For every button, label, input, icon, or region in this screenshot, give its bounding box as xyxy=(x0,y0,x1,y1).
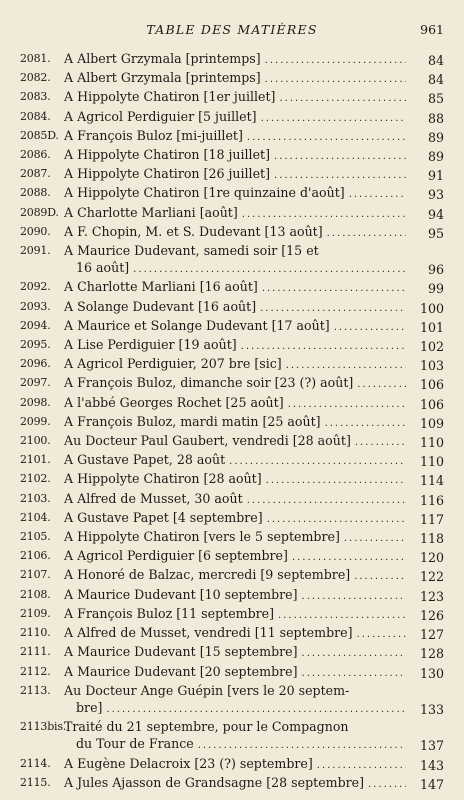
page-number: 961 xyxy=(420,22,444,37)
toc-entry xyxy=(20,528,444,547)
letter-number: 2098. xyxy=(20,395,51,409)
toc-entry xyxy=(20,355,444,374)
letter-title xyxy=(64,718,406,754)
letter-title-text: A François Buloz [11 septembre] xyxy=(64,605,275,621)
page-reference: 133 xyxy=(419,701,444,717)
letter-title-text: A Agricol Perdiguier, 207 bre [sic] xyxy=(64,356,282,372)
toc-entry xyxy=(20,755,444,774)
dot-leader xyxy=(261,52,406,69)
letter-number: 2110. xyxy=(20,626,51,640)
letter-title-text: A Albert Grzymala [printemps] xyxy=(64,70,261,86)
letter-title-continuation: bre] xyxy=(76,699,103,715)
letter-title-text: A Jules Ajasson de Grandsagne [28 septembre] xyxy=(64,774,365,790)
letter-title xyxy=(64,774,406,793)
toc-entry xyxy=(20,146,444,165)
page-reference: 143 xyxy=(419,757,444,773)
toc-entry xyxy=(20,278,444,297)
toc-entry xyxy=(20,394,444,413)
dot-leader xyxy=(298,665,406,682)
letter-title xyxy=(64,50,406,69)
letter-title xyxy=(64,470,406,489)
letter-title xyxy=(64,355,406,374)
letter-title-text: A Hippolyte Chatiron [1er juillet] xyxy=(64,89,276,105)
letter-number: 2109. xyxy=(20,606,51,620)
toc-entry xyxy=(20,298,444,317)
letter-title-text: A Solange Dudevant [16 août] xyxy=(64,298,257,314)
page-reference: 103 xyxy=(419,358,444,374)
letter-number: 2100. xyxy=(20,434,51,448)
letter-title xyxy=(64,184,406,203)
dot-leader xyxy=(256,300,406,317)
letter-title-text: A François Buloz, mardi matin [25 août] xyxy=(64,413,321,429)
page-reference: 91 xyxy=(427,168,444,184)
letter-title xyxy=(64,108,406,127)
letter-title xyxy=(64,88,406,107)
page-reference: 126 xyxy=(419,607,444,623)
letter-title-continuation: 16 août] xyxy=(76,260,130,276)
toc-entry xyxy=(20,470,444,489)
letter-number: 2101. xyxy=(20,453,51,467)
letter-number: 2104. xyxy=(20,510,51,524)
toc-entry xyxy=(20,682,444,718)
dot-leader xyxy=(298,645,406,662)
toc-entry xyxy=(20,432,444,451)
page-reference: 93 xyxy=(427,187,444,203)
letter-title-text: A F. Chopin, M. et S. Dudevant [13 août] xyxy=(64,223,323,239)
letter-title-text: A Gustave Papet, 28 août xyxy=(64,452,226,468)
toc-entry xyxy=(20,509,444,528)
letter-number: 2083. xyxy=(20,90,51,104)
letter-title xyxy=(64,566,406,585)
dot-leader xyxy=(275,90,406,107)
page-reference: 130 xyxy=(419,665,444,681)
letter-title xyxy=(64,165,406,184)
letter-title xyxy=(64,490,406,509)
dot-leader xyxy=(263,511,406,528)
dot-leader xyxy=(313,757,406,774)
page-reference: 117 xyxy=(419,511,444,527)
letter-title-text: Au Docteur Ange Guépin [vers le 20 septem- xyxy=(64,682,350,698)
toc-entry xyxy=(20,624,444,643)
toc-entry xyxy=(20,490,444,509)
letter-number: 2082. xyxy=(20,71,51,85)
letter-number: 2096. xyxy=(20,357,51,371)
letter-title xyxy=(64,298,406,317)
letter-title xyxy=(64,755,406,774)
page-reference: 99 xyxy=(427,281,444,297)
toc-entry xyxy=(20,184,444,203)
letter-number: 2115. xyxy=(20,775,51,789)
dot-leader xyxy=(340,530,406,547)
toc-entry xyxy=(20,547,444,566)
dot-leader xyxy=(270,167,406,184)
page-reference: 89 xyxy=(427,129,444,145)
letter-number: 2087. xyxy=(20,167,51,181)
page-reference: 123 xyxy=(419,588,444,604)
dot-leader xyxy=(258,280,406,297)
dot-leader xyxy=(129,261,406,278)
dot-leader xyxy=(274,607,406,624)
letter-title xyxy=(64,413,406,432)
letter-number: 2094. xyxy=(20,318,51,332)
letter-number: 2090. xyxy=(20,224,51,238)
letter-number: 2114. xyxy=(20,756,51,770)
dot-leader xyxy=(284,396,406,413)
page-reference: 106 xyxy=(419,396,444,412)
letter-title-text: Au Docteur Paul Gaubert, vendredi [28 août] xyxy=(64,433,351,449)
letter-number: 2111. xyxy=(20,645,51,659)
letter-title-text: A Hippolyte Chatiron [18 juillet] xyxy=(64,147,271,163)
toc-entry xyxy=(20,165,444,184)
letter-title-text: A Alfred de Musset, vendredi [11 septembre] xyxy=(64,625,353,641)
dot-leader xyxy=(288,549,406,566)
letter-title-text: A François Buloz [mi-juillet] xyxy=(64,127,243,143)
letter-title-text: A Hippolyte Chatiron [28 août] xyxy=(64,471,262,487)
letter-number: 2093. xyxy=(20,299,51,313)
letter-title xyxy=(64,663,406,682)
letter-title-text: A Maurice Dudevant [15 septembre] xyxy=(64,644,298,660)
dot-leader xyxy=(351,434,406,451)
page-reference: 84 xyxy=(427,72,444,88)
page-reference: 128 xyxy=(419,646,444,662)
letter-number: 2088. xyxy=(20,186,51,200)
page-reference: 116 xyxy=(419,492,444,508)
table-of-contents xyxy=(20,50,444,793)
toc-entry xyxy=(20,413,444,432)
dot-leader xyxy=(282,357,406,374)
letter-title xyxy=(64,528,406,547)
letter-title-text: A François Buloz, dimanche soir [23 (?) août] xyxy=(64,375,354,391)
dot-leader xyxy=(270,148,406,165)
letter-number: 2105. xyxy=(20,530,51,544)
letter-title-text: A Eugène Delacroix [23 (?) septembre] xyxy=(64,755,313,771)
letter-title xyxy=(64,69,406,88)
page-reference: 122 xyxy=(419,569,444,585)
running-head xyxy=(20,22,444,44)
letter-title xyxy=(64,394,406,413)
letter-number: 2091. xyxy=(20,244,51,258)
letter-title xyxy=(64,682,406,718)
dot-leader xyxy=(238,206,406,223)
letter-number: 2085D. xyxy=(20,128,59,142)
letter-number: 2107. xyxy=(20,568,51,582)
toc-entry xyxy=(20,718,444,754)
letter-title xyxy=(64,242,406,278)
toc-entry xyxy=(20,451,444,470)
toc-entry xyxy=(20,586,444,605)
page-reference: 118 xyxy=(419,531,444,547)
page-reference: 147 xyxy=(419,776,444,792)
letter-title xyxy=(64,451,406,470)
toc-entry xyxy=(20,566,444,585)
dot-leader xyxy=(237,338,406,355)
letter-number: 2097. xyxy=(20,376,51,390)
toc-entry xyxy=(20,242,444,278)
toc-entry xyxy=(20,317,444,336)
letter-title-text: A Gustave Papet [4 septembre] xyxy=(64,509,263,525)
dot-leader xyxy=(353,626,406,643)
letter-title xyxy=(64,643,406,662)
dot-leader xyxy=(330,319,406,336)
letter-title xyxy=(64,509,406,528)
letter-title xyxy=(64,146,406,165)
page-reference: 94 xyxy=(427,206,444,222)
letter-number: 2102. xyxy=(20,472,51,486)
dot-leader xyxy=(323,225,406,242)
letter-title-continuation: du Tour de France xyxy=(76,736,194,752)
letter-title-text: A Charlotte Marliani [août] xyxy=(64,204,238,220)
toc-entry xyxy=(20,69,444,88)
letter-title xyxy=(64,547,406,566)
letter-title xyxy=(64,127,406,146)
letter-title-text: A Honoré de Balzac, mercredi [9 septembre] xyxy=(64,567,351,583)
letter-title xyxy=(64,317,406,336)
letter-title xyxy=(64,278,406,297)
page-reference: 127 xyxy=(419,627,444,643)
letter-title-text: A Hippolyte Chatiron [26 juillet] xyxy=(64,166,271,182)
letter-title-text: A Maurice Dudevant [20 septembre] xyxy=(64,663,298,679)
letter-title-text: A Maurice Dudevant [10 septembre] xyxy=(64,586,298,602)
letter-title xyxy=(64,336,406,355)
letter-number: 2112. xyxy=(20,664,51,678)
letter-title-text: A Hippolyte Chatiron [vers le 5 septembre] xyxy=(64,529,340,545)
toc-entry xyxy=(20,374,444,393)
page-reference: 110 xyxy=(419,435,444,451)
toc-entry xyxy=(20,108,444,127)
letter-title-text: Traité du 21 septembre, pour le Compagnon xyxy=(64,719,349,735)
page-reference: 100 xyxy=(419,300,444,316)
letter-title-text: A Lise Perdiguier [19 août] xyxy=(64,337,237,353)
letter-number: 2095. xyxy=(20,338,51,352)
letter-title-text: A Agricol Perdiguier [6 septembre] xyxy=(64,548,288,564)
page-reference: 88 xyxy=(427,110,444,126)
letter-title xyxy=(64,432,406,451)
page-reference: 89 xyxy=(427,149,444,165)
page-reference: 84 xyxy=(427,53,444,68)
letter-title-text: A Maurice et Solange Dudevant [17 août] xyxy=(64,317,330,333)
dot-leader xyxy=(364,776,406,793)
page-reference: 109 xyxy=(419,415,444,431)
page-reference: 102 xyxy=(419,339,444,355)
letter-title xyxy=(64,586,406,605)
letter-title xyxy=(64,223,406,242)
dot-leader xyxy=(243,492,406,509)
letter-number: 2092. xyxy=(20,280,51,294)
letter-title xyxy=(64,204,406,223)
dot-leader xyxy=(257,110,406,127)
dot-leader xyxy=(353,376,406,393)
page-reference: 110 xyxy=(419,454,444,470)
dot-leader xyxy=(194,737,406,754)
letter-number: 2099. xyxy=(20,414,51,428)
letter-number: 2089D. xyxy=(20,205,59,219)
letter-title xyxy=(64,605,406,624)
page-reference: 85 xyxy=(427,91,444,107)
dot-leader xyxy=(262,472,406,489)
toc-entry xyxy=(20,204,444,223)
toc-entry xyxy=(20,127,444,146)
letter-title-text: A Maurice Dudevant, samedi soir [15 et xyxy=(64,243,319,259)
toc-entry xyxy=(20,336,444,355)
dot-leader xyxy=(350,568,406,585)
dot-leader xyxy=(243,129,406,146)
toc-entry xyxy=(20,223,444,242)
dot-leader xyxy=(321,415,406,432)
letter-number: 2086. xyxy=(20,148,51,162)
dot-leader xyxy=(345,186,406,203)
dot-leader xyxy=(102,701,406,718)
dot-leader xyxy=(298,588,406,605)
letter-number: 2081. xyxy=(20,52,51,65)
dot-leader xyxy=(225,453,406,470)
letter-number: 2106. xyxy=(20,549,51,563)
page-reference: 120 xyxy=(419,550,444,566)
letter-title-text: A Alfred de Musset, 30 août xyxy=(64,490,243,506)
toc-entry xyxy=(20,50,444,69)
letter-number: 2108. xyxy=(20,587,51,601)
letter-title-text: A Albert Grzymala [printemps] xyxy=(64,51,261,66)
letter-title-text: A Agricol Perdiguier [5 juillet] xyxy=(64,108,257,124)
page-reference: 96 xyxy=(427,262,444,278)
page-reference: 106 xyxy=(419,377,444,393)
letter-title-text: A l'abbé Georges Rochet [25 août] xyxy=(64,394,284,410)
dot-leader xyxy=(261,71,406,88)
toc-entry xyxy=(20,643,444,662)
toc-entry xyxy=(20,605,444,624)
letter-number: 2113. xyxy=(20,683,51,697)
letter-title xyxy=(64,624,406,643)
toc-entry xyxy=(20,774,444,793)
page-reference: 101 xyxy=(419,319,444,335)
toc-entry xyxy=(20,663,444,682)
letter-number: 2113bis. xyxy=(20,720,67,734)
page-reference: 114 xyxy=(419,473,444,489)
page-reference: 95 xyxy=(427,225,444,241)
toc-entry xyxy=(20,88,444,107)
running-head-title: TABLE DES MATIÈRES xyxy=(146,22,318,37)
letter-title xyxy=(64,374,406,393)
letter-title-text: A Charlotte Marliani [16 août] xyxy=(64,279,258,295)
letter-title-text: A Hippolyte Chatiron [1re quinzaine d'août] xyxy=(64,185,345,201)
page-reference: 137 xyxy=(419,738,444,754)
letter-number: 2103. xyxy=(20,491,51,505)
letter-number: 2084. xyxy=(20,109,51,123)
